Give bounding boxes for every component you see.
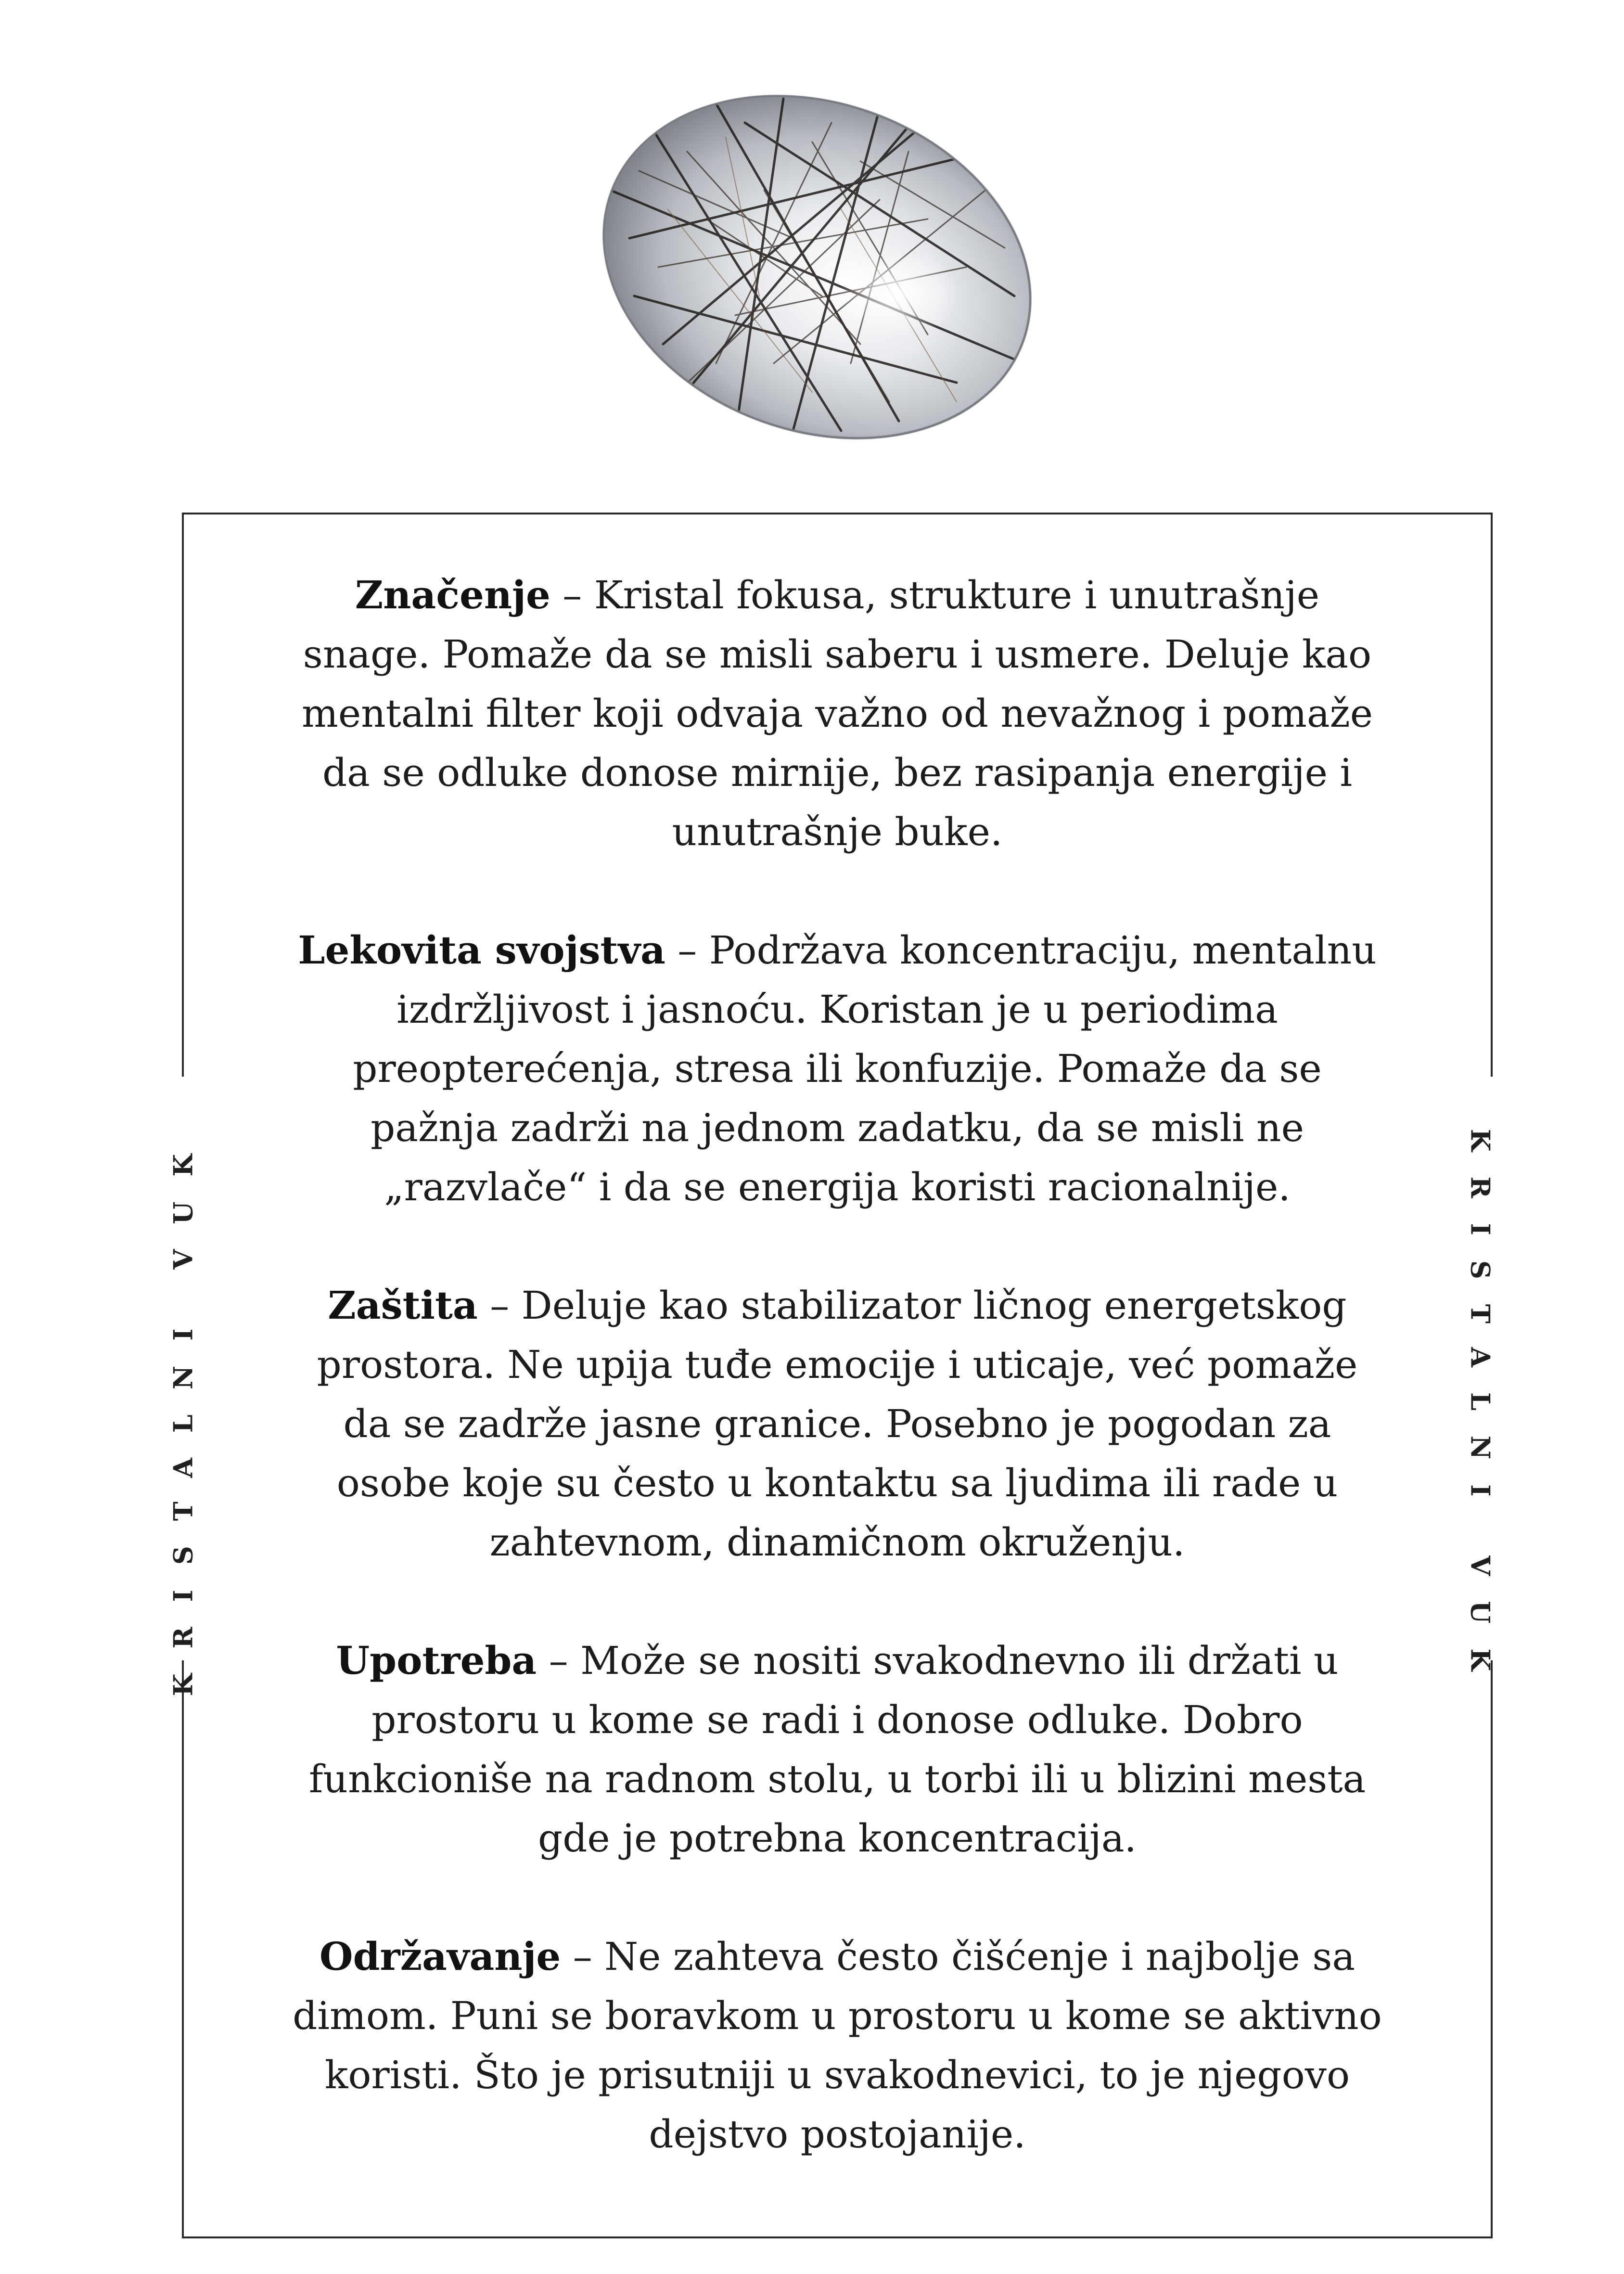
section-protection-separator: – xyxy=(477,1283,522,1328)
frame-bottom-border xyxy=(182,2236,1493,2238)
section-healing-properties-title: Lekovita svojstva xyxy=(298,927,665,973)
section-usage-text: Može se nositi svakodnevno ili držati u prostoru u kome se radi i donose odluke. Dobro funkcioniše na radnom stolu, u torbi ili u blizini mesta gde je potrebna koncentracija. xyxy=(308,1638,1366,1861)
section-healing-properties xyxy=(289,921,1386,1217)
frame-left-border-upper xyxy=(182,513,184,1077)
frame-right-border-upper xyxy=(1491,513,1493,1077)
brand-vertical-label-right xyxy=(1461,1124,1499,1701)
section-usage xyxy=(289,1631,1386,1868)
section-maintenance-title: Održavanje xyxy=(319,1934,561,1979)
crystal-description xyxy=(289,565,1386,2164)
frame-right-border-lower xyxy=(1491,1660,1493,2238)
section-maintenance-text: Ne zahteva često čišćenje i najbolje sa dimom. Puni se boravkom u prostoru u kome se aktivno koristi. Što je prisutniji u svakodnevici, to je njegovo dejstvo postojanije. xyxy=(293,1934,1382,2157)
section-meaning-separator: – xyxy=(550,573,594,617)
brand-label-left-text: KRISTALNI VUK xyxy=(167,1129,199,1696)
frame-top-border xyxy=(182,513,1493,514)
section-maintenance-separator: – xyxy=(561,1934,605,1979)
section-protection xyxy=(289,1276,1386,1572)
section-meaning-text: Kristal fokusa, strukture i unutrašnje snage. Pomaže da se misli saberu i usmere. Deluje kao mentalni filter koji odvaja važno od nevažnog i pomaže da se odluke donose mirnije, bez rasipanja energije i unutrašnje buke. xyxy=(301,573,1373,854)
section-maintenance xyxy=(289,1927,1386,2164)
brand-label-right-text: KRISTALNI VUK xyxy=(1465,1129,1496,1696)
section-usage-title: Upotreba xyxy=(336,1638,537,1683)
rutilated-quartz-stone-image xyxy=(591,94,1043,440)
section-usage-separator: – xyxy=(537,1638,581,1683)
section-meaning-title: Značenje xyxy=(355,572,550,617)
frame-left-border-lower xyxy=(182,1660,184,2238)
brand-vertical-label-left xyxy=(164,1124,202,1701)
section-meaning xyxy=(289,565,1386,861)
section-healing-properties-separator: – xyxy=(665,928,709,973)
section-protection-title: Zaštita xyxy=(328,1283,478,1328)
section-healing-properties-text: Podržava koncentraciju, mentalnu izdržljivost i jasnoću. Koristan je u periodima preopterećenja, stresa ili konfuzije. Pomaže da se pažnja zadrži na jednom zadatku, da se misli ne „razvlače“ i da se energija koristi racionalnije. xyxy=(353,928,1377,1209)
stone-graphic xyxy=(591,94,1043,440)
section-protection-text: Deluje kao stabilizator ličnog energetskog prostora. Ne upija tuđe emocije i uticaje, već pomaže da se zadrže jasne granice. Posebno je pogodan za osobe koje su često u kontaktu sa ljudima ili rade u zahtevnom, dinamičnom okruženju. xyxy=(317,1283,1358,1565)
